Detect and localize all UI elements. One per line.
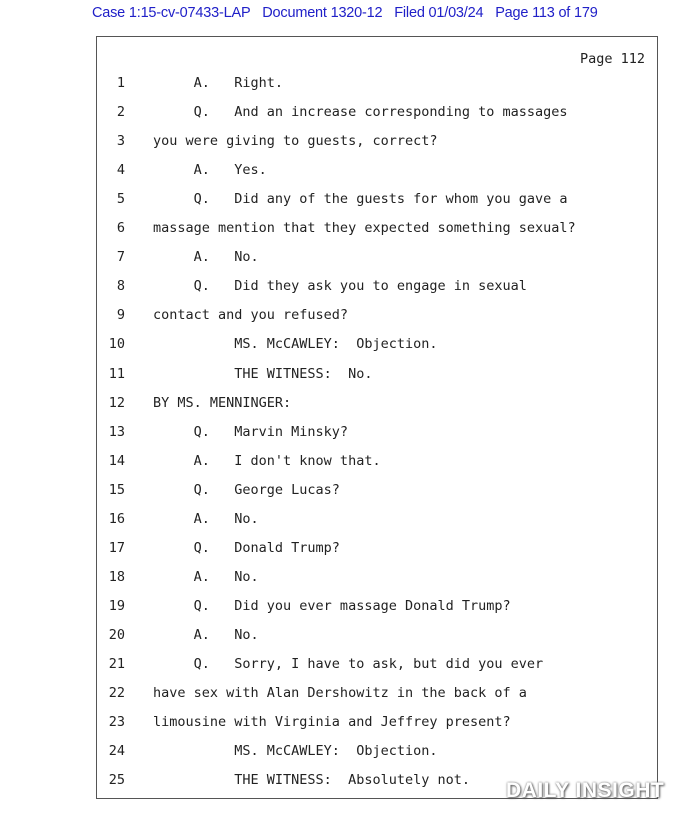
line-text: A. I don't know that. [153,452,381,469]
transcript-page-label: Page 112 [579,51,645,67]
line-number: 7 [116,249,125,266]
transcript-page [96,36,658,799]
transcript-line [97,278,657,298]
line-number: 15 [108,481,125,498]
line-text: Q. Did you ever massage Donald Trump? [153,597,511,614]
transcript-line [97,336,657,356]
transcript-line [97,220,657,240]
transcript-line [97,685,657,705]
transcript-line [97,162,657,182]
line-number: 6 [116,220,125,237]
line-number: 11 [108,365,125,382]
line-number: 25 [108,772,125,789]
line-number: 1 [116,75,125,91]
line-number: 23 [108,714,125,731]
transcript-line [97,366,657,386]
transcript-line [97,453,657,473]
transcript-line [97,714,657,734]
transcript-line [97,104,657,124]
transcript-line [97,656,657,676]
filed-date: Filed 01/03/24 [394,5,484,21]
transcript-line [97,627,657,647]
line-number: 14 [108,452,125,469]
line-number: 13 [108,423,125,440]
line-number: 19 [108,597,125,614]
line-text: BY MS. MENNINGER: [153,394,292,411]
line-number: 17 [108,539,125,556]
line-number: 16 [108,510,125,527]
page-count: Page 113 of 179 [495,5,598,21]
case-number: Case 1:15-cv-07433-LAP [92,5,251,21]
transcript-line [97,540,657,560]
line-text: limousine with Virginia and Jeffrey present? [153,714,511,731]
line-number: 8 [116,278,125,295]
line-text: massage mention that they expected something sexual? [153,220,576,237]
transcript-line [97,569,657,589]
line-number: 21 [108,656,125,672]
line-number: 10 [108,336,125,353]
line-text: THE WITNESS: Absolutely not. [153,772,470,789]
line-number: 9 [116,307,125,324]
line-text: A. No. [153,626,259,643]
line-text: Q. Did any of the guests for whom you gave a [153,191,568,208]
filing-header [92,5,606,21]
line-text: Q. Donald Trump? [153,539,340,556]
line-number: 20 [108,626,125,643]
transcript-line [97,482,657,502]
line-text: MS. McCAWLEY: Objection. [153,336,438,353]
line-text: THE WITNESS: No. [153,365,373,382]
line-text: A. No. [153,249,259,266]
line-number: 22 [108,685,125,702]
transcript-line [97,249,657,269]
line-text: A. Yes. [153,162,267,179]
line-text: A. No. [153,510,259,527]
line-text: Q. Sorry, I have to ask, but did you ever [153,656,544,672]
line-text: Q. Did they ask you to engage in sexual [153,278,527,295]
line-text: you were giving to guests, correct? [153,133,438,150]
line-number: 12 [108,394,125,411]
transcript-line [97,511,657,531]
transcript-line [97,743,657,763]
line-text: Q. George Lucas? [153,481,340,498]
line-text: A. No. [153,568,259,585]
transcript-line [97,598,657,618]
line-text: contact and you refused? [153,307,349,324]
transcript-line [97,307,657,327]
transcript-line [97,75,657,95]
line-number: 24 [108,743,125,760]
transcript-line [97,133,657,153]
watermark-logo: DAILY INSIGHT [506,779,665,802]
transcript-line [97,191,657,211]
line-text: have sex with Alan Dershowitz in the back of a [153,685,527,702]
document-number: Document 1320-12 [262,5,383,21]
line-number: 5 [116,191,125,208]
line-text: Q. And an increase corresponding to massages [153,104,568,121]
line-text: A. Right. [153,75,284,91]
transcript-line [97,424,657,444]
line-text: MS. McCAWLEY: Objection. [153,743,438,760]
line-number: 3 [116,133,125,150]
line-number: 4 [116,162,125,179]
transcript-line [97,395,657,415]
line-text: Q. Marvin Minsky? [153,423,349,440]
line-number: 2 [116,104,125,121]
line-number: 18 [108,568,125,585]
